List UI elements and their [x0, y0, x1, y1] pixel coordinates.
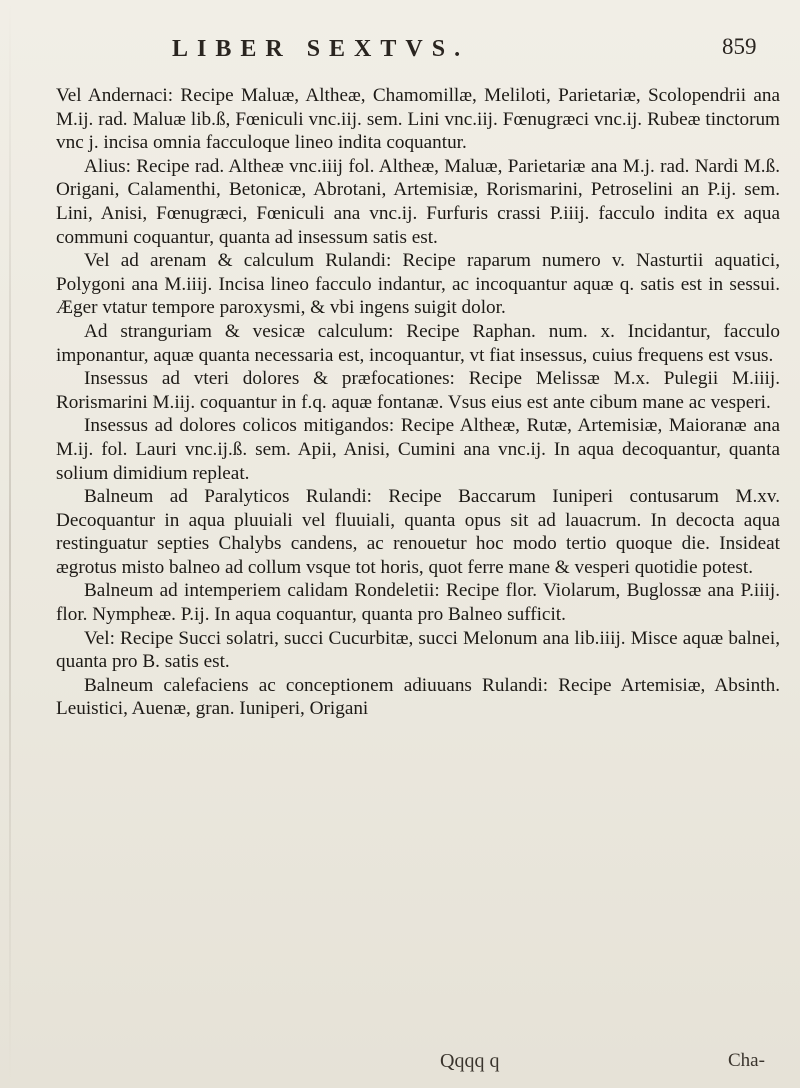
signature-mark: Qqqq q [440, 1050, 500, 1072]
body-text [56, 84, 780, 721]
page-fold-shadow [9, 0, 11, 1088]
paragraph-paralyticos: Balneum ad Paralyticos Rulandi: Recipe Baccarum Iuniperi contusarum M.xv. Decoquantur in aqua pluuiali vel fluuiali, quanta opus sit ad lauacrum. In decocta aqua restinguatur septies Chalybs candens, ac renouetur hoc modo tertio quoque die. Insideat ægrotus misto balneo ad collum vsque tot horis, quot ferre mane & vesperi quotidie potest. [56, 486, 780, 578]
paragraph-colicos: Insessus ad dolores colicos mitigandos: Recipe Altheæ, Rutæ, Artemisiæ, Maioranæ ana M.ij. fol. Lauri vnc.ij.ß. sem. Apii, Anisi, Cumini ana vnc.ij. In aqua decoquantur, quanta solium dimidium repleat. [56, 415, 780, 484]
paragraph-succi: Vel: Recipe Succi solatri, succi Cucurbitæ, succi Melonum ana lib.iiij. Misce aquæ balnei, quanta pro B. satis est. [56, 627, 780, 673]
running-head: LIBER SEXTVS. [172, 36, 470, 62]
paragraph-stranguriam: Ad stranguriam & vesicæ calculum: Recipe Raphan. num. x. Incidantur, facculo imponantur, aquæ quanta necessaria est, incoquantur, vt fiat insessus, cuius frequens est vsus. [56, 320, 780, 366]
catchword: Cha- [728, 1050, 765, 1071]
paragraph-calefaciens: Balneum calefaciens ac conceptionem adiuuans Rulandi: Recipe Artemisiæ, Absinth. Leuistici, Auenæ, gran. Iuniperi, Origani [56, 674, 780, 720]
page-number: 859 [722, 34, 757, 59]
paragraph-arenam-calculum: Vel ad arenam & calculum Rulandi: Recipe raparum numero v. Nasturtii aquatici, Polygoni ana M.iiij. Incisa lineo facculo indantur, ac incoquantur aquæ q. satis est in sessui. Æger vtatur tempore paroxysmi, & vbi ingens suigit dolor. [56, 250, 780, 319]
paragraph-intemperiem: Balneum ad intemperiem calidam Rondeletii: Recipe flor. Violarum, Buglossæ ana P.iiij. flor. Nympheæ. P.ij. In aqua coquantur, quanta pro Balneo sufficit. [56, 580, 780, 626]
paragraph-vteri-dolores: Insessus ad vteri dolores & præfocationes: Recipe Melissæ M.x. Pulegii M.iiij. Rorismarini M.iij. coquantur in f.q. aquæ fontanæ. Vsus eius est ante cibum mane ac vesperi. [56, 368, 780, 413]
paragraph-alius: Alius: Recipe rad. Altheæ vnc.iiij fol. Altheæ, Maluæ, Parietariæ ana M.j. rad. Nardi M.ß. Origani, Calamenthi, Betonicæ, Abrotani, Artemisiæ, Rorismarini, Petroselini an P.ij. sem. Lini, Anisi, Fœnugræci, Fœniculi ana vnc.ij. Furfuris crassi P.iiij. facculo indita ex aqua communi coquantur, quanta ad insessum satis est. [56, 155, 780, 248]
paragraph-andernaci: Vel Andernaci: Recipe Maluæ, Altheæ, Chamomillæ, Meliloti, Parietariæ, Scolopendrii ana M.ij. rad. Maluæ lib.ß, Fœniculi vnc.iij. sem. Lini vnc.iij. Fœnugræci vnc.ij. Rubeæ tinctorum vnc j. incisa omnia facculoque lineo indita coquantur. [56, 85, 780, 154]
